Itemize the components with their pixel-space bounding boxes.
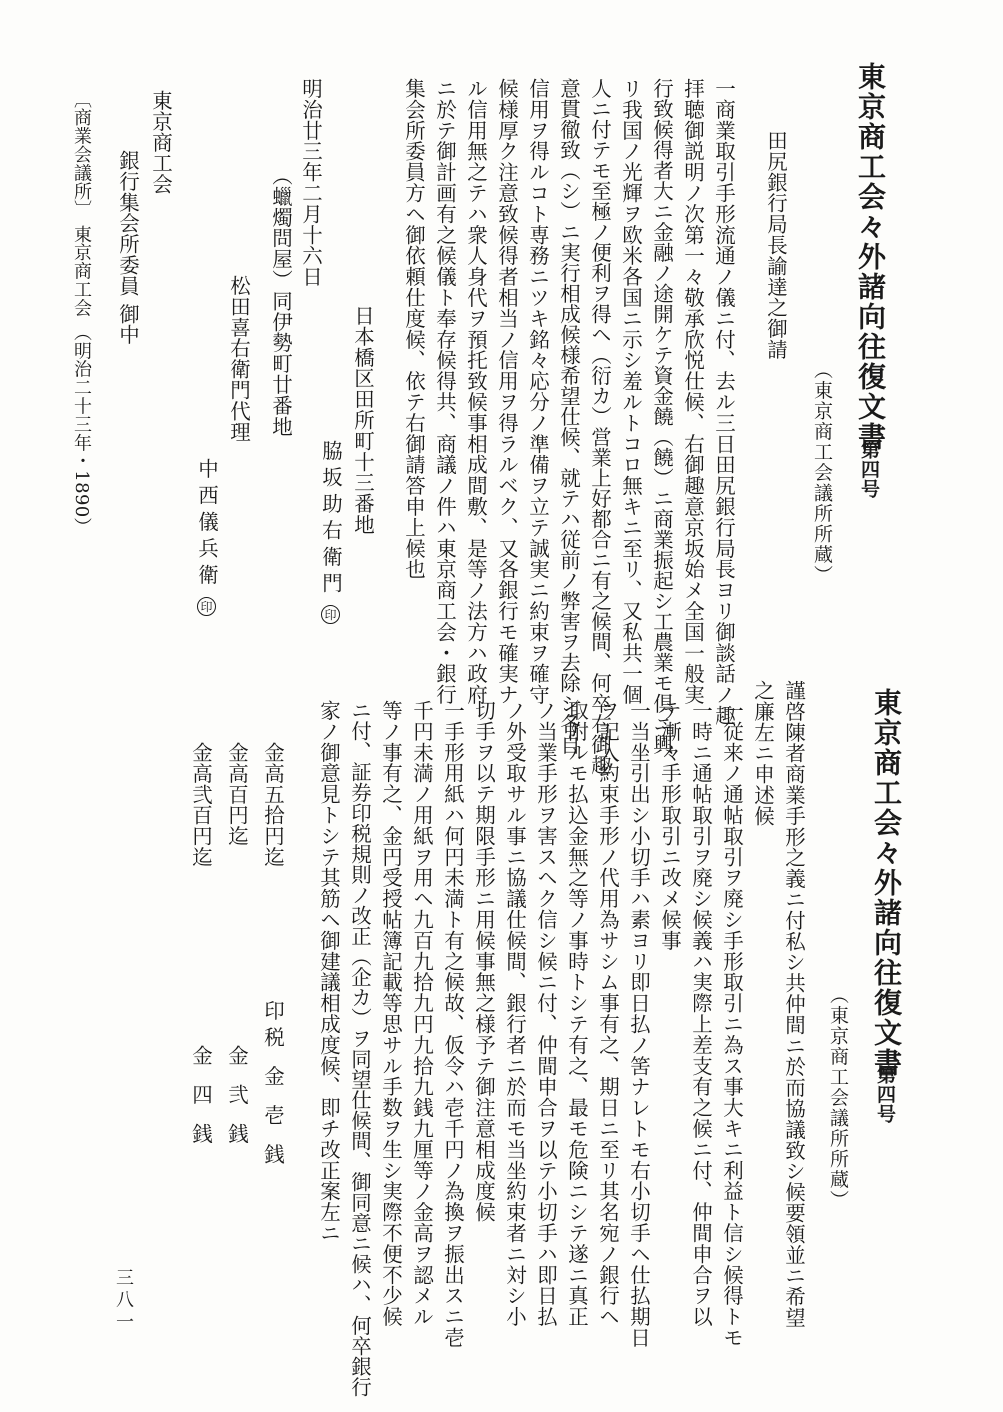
- lower-source-note: （東京商工会議所所蔵）: [827, 985, 849, 1211]
- lower-body-line: 一従来ノ通帖取引ヲ廃シ手形取引ニ為ス事大キニ利益ト信シ候得トモ: [719, 700, 744, 1348]
- lower-body-line: 切手ヲ以テ期限手形ニ用候事無之様予テ御注意相成度候: [471, 700, 496, 1223]
- lower-body-line: 之廉左ニ申述候: [750, 680, 775, 827]
- upper-agent: 松田喜右衛門代理: [226, 275, 251, 443]
- lower-body-line: ニ付、証券印税規則ノ改正（企カ）ヲ同望仕候間、御同意ニ候ハ、何卒銀行: [347, 700, 372, 1397]
- upper-body-line: 集会所委員方ヘ御依頼仕度候、依テ右御請答申上候也: [401, 78, 426, 580]
- upper-body-line: 信用ヲ得ルコト専務ニツキ銘々応分ノ準備ヲ立テ誠実ニ約束ヲ確守: [525, 78, 550, 705]
- upper-body-line: 意貫徹致（シ）ニ実行相成候様希望仕候、就テハ従前ノ弊害ヲ去除シ各自: [556, 78, 581, 755]
- lower-table-tax: 金 四 銭: [188, 1045, 213, 1150]
- upper-body-line: ニ於テ御計画有之候儀ト奉存候得共、商議ノ件ハ東京商工会・銀行: [432, 78, 457, 705]
- lower-document-title: 東京商工会々外諸向往復文書: [870, 688, 903, 1078]
- upper-address-1: 日本橋区田所町十三番地: [350, 305, 375, 535]
- upper-signer-2: [196, 458, 217, 616]
- lower-body-line: テ漸々手形取引ニ改メ候事: [657, 700, 682, 951]
- seal-stamp: 印: [197, 597, 216, 616]
- lower-body-line: ノ当業手形ヲ害スヘク信シ候ニ付、仲間申合ヲ以テ小切手ハ即日払: [533, 700, 558, 1327]
- upper-signer-1: [320, 440, 341, 624]
- upper-body-line: 行致候得者大ニ金融ノ途開ケテ資金饒（饒）ニ商業振起シ工農業モ倶ニ興: [649, 78, 674, 755]
- upper-body-line: リ我国ノ光輝ヲ欧米各国ニ示シ羞ルトコロ無キニ至リ、又私共一個: [618, 78, 643, 705]
- lower-table-amount: 金高弐百円迄: [188, 742, 213, 868]
- upper-signer-2-name: 中西儀兵衛: [194, 458, 219, 591]
- seal-stamp: 印: [321, 605, 340, 624]
- upper-body-line: 候様厚ク注意致候得者相当ノ信用ヲ得ラルベク、又各銀行モ確実ナ: [494, 78, 519, 705]
- lower-body-line: 一時ニ通帖取引ヲ廃シ候義ハ実際上差支有之候ニ付、仲間申合ヲ以: [688, 700, 713, 1327]
- lower-table-tax: 金 弐 銭: [224, 1045, 249, 1150]
- lower-body-line: 一当坐引出シ小切手ハ素ヨリ即日払ノ筈ナレトモ右小切手ヘ仕払期日: [626, 700, 651, 1348]
- lower-body-line: ヲ記入約束手形ノ代用為サシム事有之、期日ニ至リ其名宛ノ銀行ヘ: [595, 700, 620, 1327]
- upper-body-line: 人ニ付テモ至極ノ便利ヲ得ヘ（衍カ）営業上好都合ニ有之候間、何卒右御趣: [587, 78, 612, 775]
- lower-body-line: 千円未満ノ用紙ヲ用ヘ九百九拾九円九拾九銭九厘等ノ金高ヲ認メル: [409, 700, 434, 1327]
- upper-document-number: 第四号: [858, 440, 880, 499]
- upper-address-2: （蠟燭問屋）同伊勢町廿番地: [268, 165, 293, 437]
- lower-body-line: 謹啓陳者商業手形之義ニ付私シ共仲間ニ於而協議致シ候要領並ニ希望: [781, 680, 806, 1328]
- lower-table-amount: 金高百円迄: [224, 742, 249, 847]
- upper-body-line: 一商業取引手形流通ノ儀ニ付、去ル三日田尻銀行局長ヨリ御談話ノ趣: [711, 78, 736, 726]
- upper-signer-1-name: 脇坂助右衛門: [318, 440, 343, 599]
- lower-body-line: 家ノ御意見トシテ其筋ヘ御建議相成度候、即チ改正案左ニ: [316, 700, 341, 1244]
- lower-body-line: 取附ルモ払込金無之等ノ事時トシテ有之、最モ危険ニシテ遂ニ真正: [564, 700, 589, 1327]
- upper-addressee-1: 東京商工会: [148, 90, 173, 195]
- upper-date: 明治廿三年二月十六日: [298, 78, 323, 287]
- upper-body-line: 拝聴御説明ノ次第一々敬承欣悦仕候、右御趣意京坂始メ全国一般実: [680, 78, 705, 705]
- lower-body-line: ノ外受取サル事ニ協議仕候間、銀行者ニ於而モ当坐約束者ニ対シ小: [502, 700, 527, 1327]
- lower-table-tax: 印税 金 壱 銭: [260, 1000, 285, 1171]
- upper-addressee-2: 銀行集会所委員 御中: [115, 150, 140, 346]
- upper-heading: 田尻銀行局長諭達之御請: [763, 130, 788, 360]
- upper-document-title: 東京商工会々外諸向往復文書: [854, 62, 887, 452]
- lower-body-line: 一手形用紙ハ何円未満ト有之候故、仮令ハ壱千円ノ為換ヲ振出スニ壱: [440, 700, 465, 1348]
- lower-body-line: 等ノ事有之、金円受授帖簿記載等思サル手数ヲ生シ実際不便不少候: [378, 700, 403, 1327]
- upper-source-note: （東京商工会議所所蔵）: [811, 360, 833, 586]
- page-number: 三八一: [113, 1268, 134, 1334]
- upper-body-line: ル信用無之テハ衆人身代ヲ預托致候事相成間敷、是等ノ法方ハ政府: [463, 78, 488, 705]
- upper-footer-citation: 〔商業会議所〕 東京商工会 （明治二十三年・1890）: [71, 90, 92, 537]
- lower-table-amount: 金高五拾円迄: [260, 742, 285, 868]
- lower-document-number: 第四号: [874, 1065, 896, 1124]
